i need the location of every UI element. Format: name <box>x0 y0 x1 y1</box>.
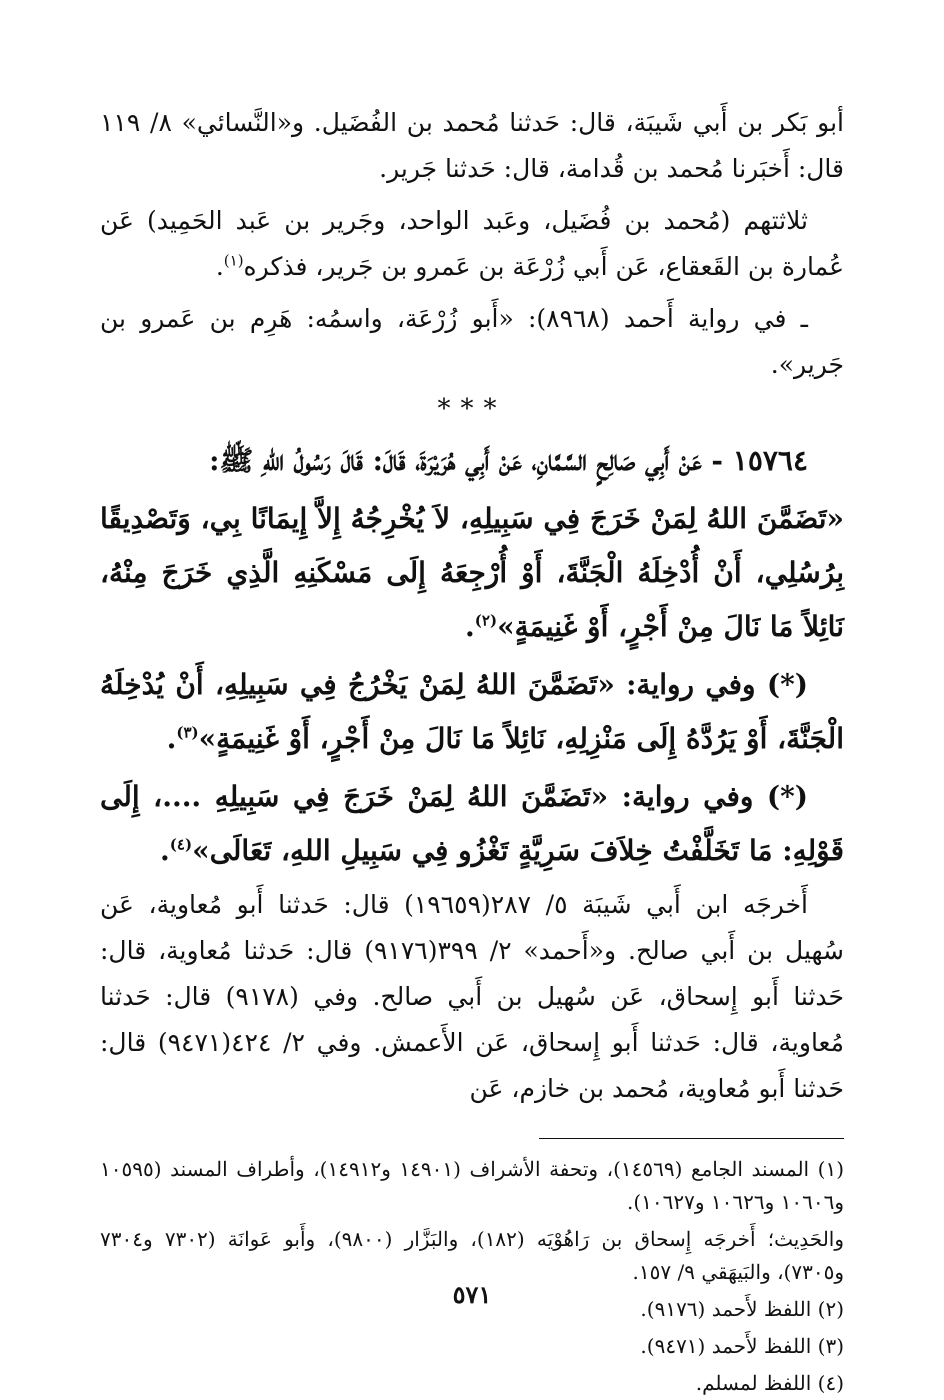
footnote-ref-1: (١) <box>223 251 244 270</box>
hadith-lead <box>100 434 844 488</box>
footnote-ref-4: (٤) <box>169 835 193 854</box>
hadith-lead-text: ١٥٧٦٤ - عَنْ أَبِي صَالِحٍ السَّمَّانِ، عَنْ أَبِي هُرَيْرَةَ، قَالَ: قَالَ رَسُولُ اللهِ ﷺ: <box>209 444 808 477</box>
isnad-paragraph-2: ثلاثتهم (مُحمد بن فُضَيل، وعَبد الواحد، وجَرير بن عَبد الحَمِيد) عَن عُمارة بن القَعقاع، عَن أَبي زُرْعَة بن عَمرو بن جَرير، فذكره$^{(١)}$. <box>100 206 844 281</box>
footnote-1-continued: والحَدِيث؛ أَخرجَه إِسحاق بن رَاهُوْيَه (١٨٢)، والبَزَّار (٩٨٠٠)، وأَبو عَوانَة (٧٣٠٢ و٧٣٠٤ و٧٣٠٥)، والبَيهَقي ٩/ ١٥٧. <box>100 1227 845 1284</box>
main-text <box>100 100 844 424</box>
footnote-divider <box>539 1138 844 1139</box>
footnote-2: (٢) اللفظ لأَحمد (٩١٧٦). <box>640 1297 844 1321</box>
footnote-3: (٣) اللفظ لأَحمد (٩٤٧١). <box>640 1334 844 1358</box>
riwaya-note <box>100 296 844 388</box>
hadith-variant-1-text: (*) وفي رواية: «تَضَمَّنَ اللهُ لِمَنْ يَخْرُجُ فِي سَبِيلِهِ، أَنْ يُدْخِلَهُ الْجَنَّةَ، أَوْ يَرُدَّهُ إِلَى مَنْزِلِهِ، نَائِلاً مَا نَالَ مِنْ أَجْرٍ، أَوْ غَنِيمَةٍ» <box>100 668 844 755</box>
footnote-1: (١) المسند الجامع (١٤٥٦٩)، وتحفة الأشراف (١٤٩٠١ و١٤٩١٢)، وأطراف المسند (١٠٥٩٥ و١٠٦٠٦ و١٠٦٢٦ و١٠٦٢٧). <box>100 1157 845 1214</box>
isnad-paragraph-1 <box>100 100 844 192</box>
isnad-text-1: أبو بَكر بن أَبي شَيبَة، قال: حَدثنا مُحمد بن الفُضَيل. و«النَّسائي» ٨/ ١١٩ قال: أَخبَرنا مُحمد بن قُدامة، قال: حَدثنا جَرير. <box>100 108 844 183</box>
isnad-text-2: ثلاثتهم (مُحمد بن فُضَيل، وعَبد الواحد، وجَرير بن عَبد الحَمِيد) عَن عُمارة بن القَعقاع، عَن أَبي زُرْعَة بن عَمرو بن جَرير، فذكره <box>100 206 844 281</box>
hadith-text: «تَضَمَّنَ اللهُ لِمَنْ خَرَجَ فِي سَبِيلِهِ، لاَ يُخْرِجُهُ إِلاَّ إِيمَانًا بِي، وَتَصْدِيقًا بِرُسُلِي، أَنْ أُدْخِلَهُ الْجَنَّةَ، أَوْ أُرْجِعَهُ إِلَى مَسْكَنِهِ الَّذِي خَرَجَ مِنْهُ، نَائِلاً مَا نَالَ مِنْ أَجْرٍ، أَوْ غَنِيمَةٍ»$^{(٢)}$. <box>100 502 844 643</box>
footnote-4: (٤) اللفظ لمسلم. <box>695 1371 844 1395</box>
hadith-block <box>100 434 844 878</box>
riwaya-note-text: ـ في رواية أَحمد (٨٩٦٨): «أَبو زُرْعَة، واسمُه: هَرِم بن عَمرو بن جَرير». <box>100 304 844 379</box>
section-separator: *** <box>437 394 507 424</box>
takhrij-paragraph: أَخرجَه ابن أَبي شَيبَة ٥/ ٢٨٧(١٩٦٥٩) قال: حَدثنا أَبو مُعاوية، عَن سُهيل بن أَبي صالح. و«أَحمد» ٢/ ٣٩٩(٩١٧٦) قال: حَدثنا مُعاوية، قال: حَدثنا أَبو إِسحاق، عَن سُهيل بن أَبي صالح. وفي (٩١٧٨) قال: حَدثنا مُعاوية، قال: حَدثنا أَبو إِسحاق، عَن الأَعمش. وفي ٢/ ٤٢٤(٩٤٧١) قال: حَدثنا أَبو مُعاوية، مُحمد بن خازم، عَن <box>100 890 845 1103</box>
footnote-ref-3: (٣) <box>176 723 199 742</box>
hadith-variant-2: (*) وفي رواية: «تَضَمَّنَ اللهُ لِمَنْ خَرَجَ فِي سَبِيلِهِ ....، إِلَى قَوْلِهِ: مَا تَخَلَّفْتُ خِلاَفَ سَرِيَّةٍ تَغْزُو فِي سَبِيلِ اللهِ، تَعَالَى»$^{(٤)}$. <box>100 780 844 867</box>
hadith-variant-1: (*) وفي رواية: «تَضَمَّنَ اللهُ لِمَنْ يَخْرُجُ فِي سَبِيلِهِ، أَنْ يُدْخِلَهُ الْجَنَّةَ، أَوْ يَرُدَّهُ إِلَى مَنْزِلِهِ، نَائِلاً مَا نَالَ مِنْ أَجْرٍ، أَوْ غَنِيمَةٍ»$^{(٣)}$. <box>100 668 844 755</box>
takhrij-section <box>100 882 844 1112</box>
page-number: ٥٧١ <box>452 1280 492 1309</box>
hadith-body-text: «تَضَمَّنَ اللهُ لِمَنْ خَرَجَ فِي سَبِيلِهِ، لاَ يُخْرِجُهُ إِلاَّ إِيمَانًا بِي، وَتَصْدِيقًا بِرُسُلِي، أَنْ أُدْخِلَهُ الْجَنَّةَ، أَوْ أُرْجِعَهُ إِلَى مَسْكَنِهِ الَّذِي خَرَجَ مِنْهُ، نَائِلاً مَا نَالَ مِنْ أَجْرٍ، أَوْ غَنِيمَةٍ» <box>100 502 844 643</box>
hadith-variant-2-text: (*) وفي رواية: «تَضَمَّنَ اللهُ لِمَنْ خَرَجَ فِي سَبِيلِهِ ....، إِلَى قَوْلِهِ: مَا تَخَلَّفْتُ خِلاَفَ سَرِيَّةٍ تَغْزُو فِي سَبِيلِ اللهِ، تَعَالَى» <box>100 780 844 867</box>
footnotes <box>100 1153 844 1400</box>
footnote-ref-2: (٢) <box>474 611 498 630</box>
